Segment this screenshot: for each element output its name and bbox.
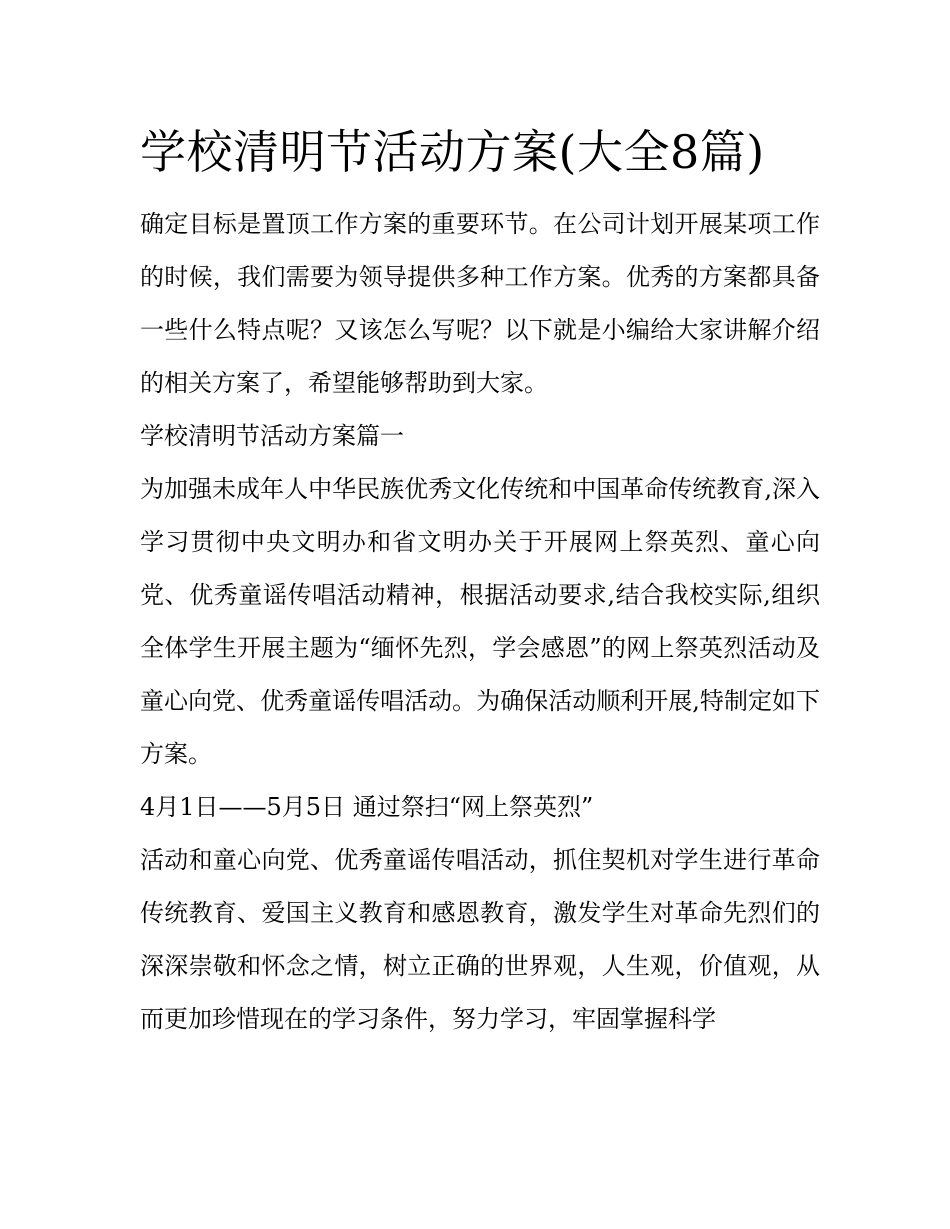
section-heading: 学校清明节活动方案篇一 xyxy=(140,422,404,450)
document-title: 学校清明节活动方案(大全8篇) xyxy=(140,125,765,179)
date-line: 4月1日——5月5日 通过祭扫“网上祭英烈” xyxy=(140,793,594,821)
intro-paragraph: 确定目标是置顶工作方案的重要环节。在公司计划开展某项工作的时候，我们需要为领导提供多种工作方案。优秀的方案都具备一些什么特点呢？又该怎么写呢？以下就是小编给大家讲解介绍的相关方案了，希望能够帮助到大家。 xyxy=(140,210,820,397)
body-paragraph: 活动和童心向党、优秀童谣传唱活动，抓住契机对学生进行革命传统教育、爱国主义教育和感恩教育，激发学生对革命先烈们的深深崇敬和怀念之情，树立正确的世界观，人生观，价值观，从而更加珍惜现在的学习条件，努力学习，牢固掌握科学 xyxy=(140,846,820,1033)
body-paragraph: 为加强未成年人中华民族优秀文化传统和中国革命传统教育,深入学习贯彻中央文明办和省文明办关于开展网上祭英烈、童心向党、优秀童谣传唱活动精神，根据活动要求,结合我校实际,组织全体学生开展主题为“缅怀先烈，学会感恩”的网上祭英烈活动及童心向党、优秀童谣传唱活动。为确保活动顺利开展,特制定如下方案。 xyxy=(140,475,820,768)
